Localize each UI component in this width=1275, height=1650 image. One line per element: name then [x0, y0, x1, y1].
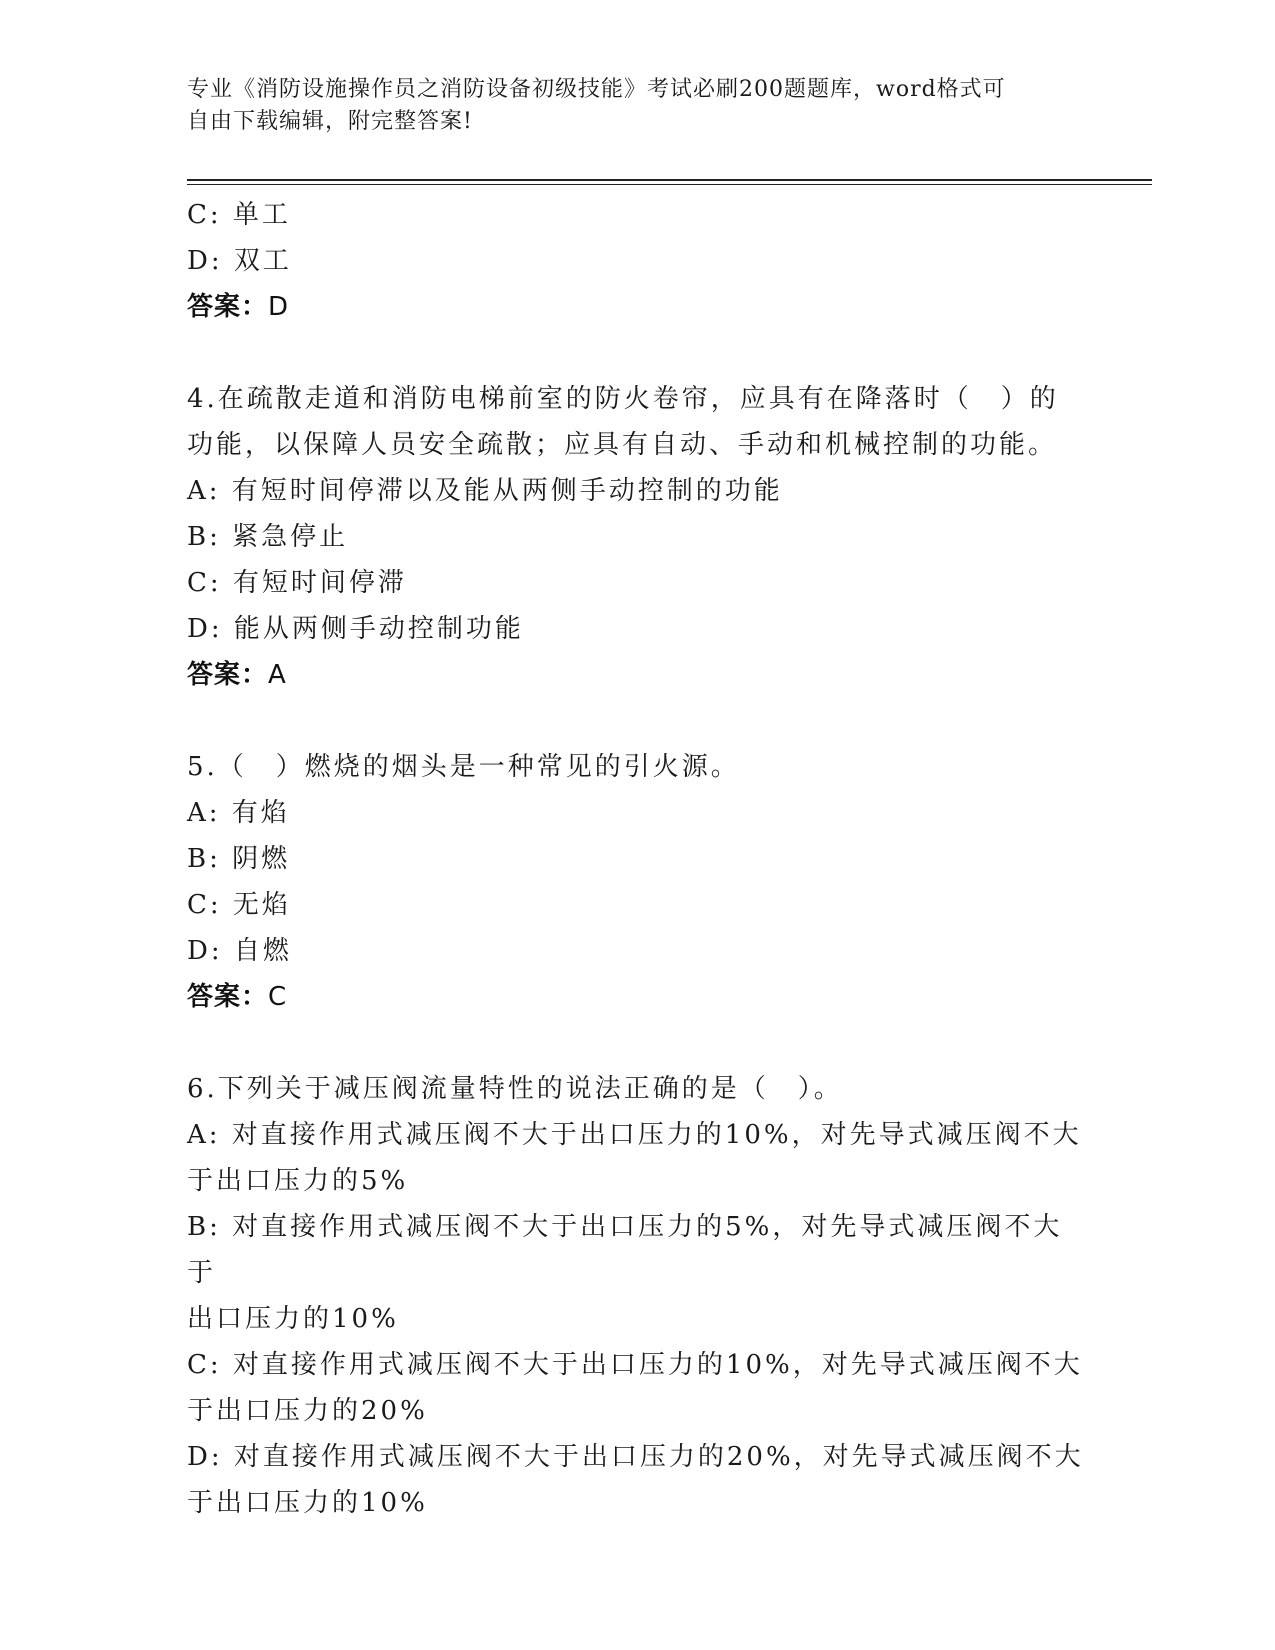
- option-d: D: 对直接作用式减压阀不大于出口压力的20%，对先导式减压阀不大: [187, 1442, 1084, 1472]
- option-c: C: 对直接作用式减压阀不大于出口压力的10%，对先导式减压阀不大: [187, 1350, 1083, 1380]
- question-stem: 4.在疏散走道和消防电梯前室的防火卷帘，应具有在降落时（ ）的: [187, 384, 1059, 414]
- spacer: [187, 698, 1087, 744]
- option-c: C: 无焰: [187, 890, 291, 920]
- header-title-line-1: 专业《消防设施操作员之消防设备初级技能》考试必刷200题题库，word格式可: [187, 77, 1006, 102]
- answer-line: [187, 974, 1087, 1020]
- option-d-continued: 于出口压力的10%: [187, 1488, 428, 1518]
- answer-value: D: [268, 292, 290, 322]
- question-6: [187, 1066, 1087, 1526]
- answer-value: A: [268, 660, 287, 690]
- spacer: [187, 330, 1087, 376]
- answer-label: 答案：: [187, 982, 269, 1012]
- answer-label: 答案：: [187, 292, 269, 322]
- answer-label: 答案：: [187, 660, 269, 690]
- answer-line: [187, 284, 1087, 330]
- answer-line: [187, 652, 1087, 698]
- question-stem: 6.下列关于减压阀流量特性的说法正确的是（ ）。: [187, 1074, 843, 1104]
- answer-value: C: [268, 982, 288, 1012]
- document-header: [187, 74, 1067, 138]
- header-rule-thin: [187, 184, 1152, 185]
- option-a: A: 有短时间停滞以及能从两侧手动控制的功能: [187, 476, 783, 506]
- option-d: D: 能从两侧手动控制功能: [187, 614, 524, 644]
- question-4: [187, 376, 1087, 698]
- header-rule-thick: [187, 179, 1152, 181]
- option-c-continued: 于出口压力的20%: [187, 1396, 428, 1426]
- option-a: A: 对直接作用式减压阀不大于出口压力的10%，对先导式减压阀不大: [187, 1120, 1082, 1150]
- option-a-continued: 于出口压力的5%: [187, 1166, 409, 1196]
- option-b: B: 对直接作用式减压阀不大于出口压力的5%，对先导式减压阀不大于: [187, 1212, 1063, 1288]
- option-d: D: 双工: [187, 246, 292, 276]
- header-title-line-2: 自由下载编辑，附完整答案!: [187, 109, 473, 134]
- question-3: [187, 192, 1087, 330]
- question-5: [187, 744, 1087, 1020]
- option-b: B: 紧急停止: [187, 522, 349, 552]
- option-c: C: 有短时间停滞: [187, 568, 407, 598]
- spacer: [187, 1020, 1087, 1066]
- option-b: B: 阴燃: [187, 844, 291, 874]
- option-d: D: 自燃: [187, 936, 292, 966]
- option-a: A: 有焰: [187, 798, 290, 828]
- option-b-continued: 出口压力的10%: [187, 1304, 399, 1334]
- document-body: [187, 192, 1087, 1526]
- question-stem: 5.（ ）燃烧的烟头是一种常见的引火源。: [187, 752, 740, 782]
- question-stem-continued: 功能，以保障人员安全疏散；应具有自动、手动和机械控制的功能。: [187, 430, 1058, 460]
- option-c: C: 单工: [187, 200, 291, 230]
